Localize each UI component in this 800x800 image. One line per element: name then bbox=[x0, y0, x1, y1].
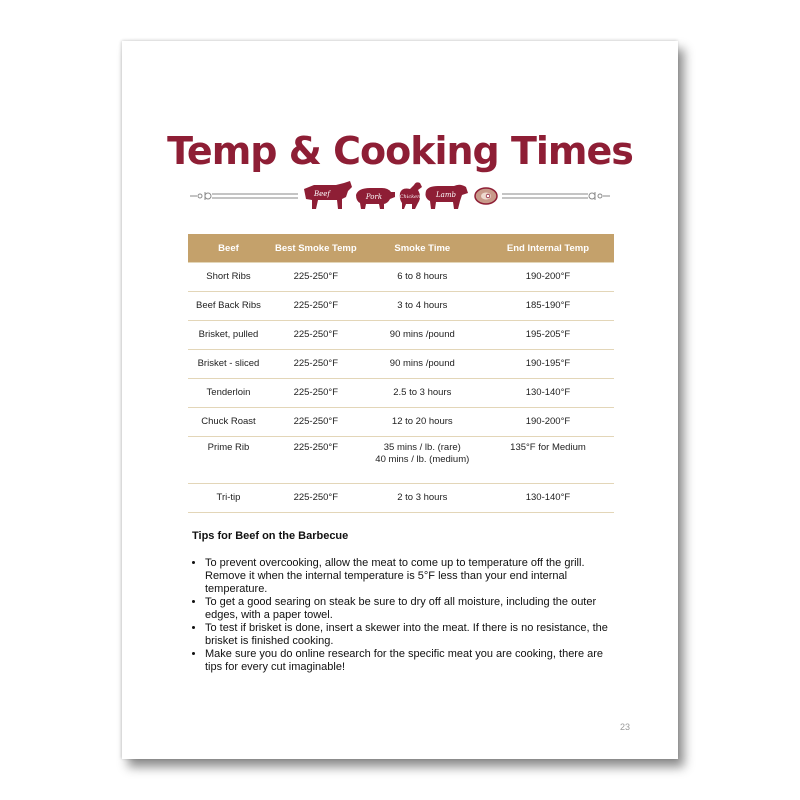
tips-list bbox=[192, 557, 615, 674]
document-page bbox=[122, 41, 678, 759]
internal-temp-cell: 190-200°F bbox=[482, 408, 614, 437]
internal-temp-cell: 195-205°F bbox=[482, 321, 614, 350]
column-header-smoke-time: Smoke Time bbox=[363, 234, 482, 263]
lamb-label: Lamb bbox=[436, 191, 456, 199]
smoke-temp-cell: 225-250°F bbox=[269, 263, 363, 292]
temperature-table bbox=[188, 234, 614, 513]
column-header-internal-temp: End Internal Temp bbox=[482, 234, 614, 263]
smoke-time-cell: 6 to 8 hours bbox=[363, 263, 482, 292]
cow-label: Beef bbox=[313, 190, 331, 198]
smoke-time-cell: 2.5 to 3 hours bbox=[363, 379, 482, 408]
cut-cell: Beef Back Ribs bbox=[188, 292, 269, 321]
list-item: • To get a good searing on steak be sure to dry off all moisture, including the outer edges, with a paper towel. bbox=[205, 596, 615, 622]
column-header-cut: Beef bbox=[188, 234, 269, 263]
left-decorative-rule bbox=[190, 192, 298, 200]
tips-heading: Tips for Beef on the Barbecue bbox=[192, 530, 349, 542]
list-item: • To test if brisket is done, insert a skewer into the meat. If there is no resistance, the brisket is finished cooking. bbox=[205, 622, 615, 648]
page-number: 23 bbox=[620, 722, 631, 732]
cut-cell: Prime Rib bbox=[188, 437, 269, 484]
smoke-temp-cell: 225-250°F bbox=[269, 321, 363, 350]
table-row bbox=[188, 292, 614, 321]
table-row bbox=[188, 408, 614, 437]
smoke-time-line-1: 35 mins / lb. (rare) bbox=[383, 442, 461, 453]
table-row bbox=[188, 484, 614, 513]
smoke-temp-cell: 225-250°F bbox=[269, 379, 363, 408]
cut-cell: Short Ribs bbox=[188, 263, 269, 292]
smoke-time-cell: 90 mins /pound bbox=[363, 321, 482, 350]
ham-steak-icon bbox=[475, 188, 497, 204]
page-title: Temp & Cooking Times bbox=[167, 129, 633, 173]
right-decorative-rule bbox=[502, 192, 610, 200]
table-row bbox=[188, 437, 614, 484]
cut-cell: Brisket - sliced bbox=[188, 350, 269, 379]
smoke-temp-cell: 225-250°F bbox=[269, 437, 363, 484]
cow-icon bbox=[304, 181, 352, 209]
smoke-temp-cell: 225-250°F bbox=[269, 350, 363, 379]
internal-temp-cell: 190-200°F bbox=[482, 263, 614, 292]
cut-cell: Brisket, pulled bbox=[188, 321, 269, 350]
smoke-time-cell: 12 to 20 hours bbox=[363, 408, 482, 437]
list-item: • Make sure you do online research for the specific meat you are cooking, there are tips for every cut imaginable! bbox=[205, 648, 615, 674]
smoke-temp-cell: 225-250°F bbox=[269, 408, 363, 437]
table-row bbox=[188, 263, 614, 292]
internal-temp-cell: 130-140°F bbox=[482, 484, 614, 513]
chicken-icon bbox=[400, 182, 422, 209]
pig-label: Pork bbox=[365, 193, 383, 201]
table-row bbox=[188, 350, 614, 379]
internal-temp-cell: 190-195°F bbox=[482, 350, 614, 379]
smoke-temp-cell: 225-250°F bbox=[269, 484, 363, 513]
table-row bbox=[188, 321, 614, 350]
internal-temp-cell: 130-140°F bbox=[482, 379, 614, 408]
smoke-time-cell bbox=[363, 437, 482, 484]
meat-banner bbox=[188, 175, 612, 219]
table-header-row bbox=[188, 234, 614, 263]
smoke-time-line-2: 40 mins / lb. (medium) bbox=[375, 454, 470, 465]
internal-temp-cell: 135°F for Medium bbox=[482, 437, 614, 484]
chicken-label: Chicken bbox=[399, 194, 421, 200]
smoke-temp-cell: 225-250°F bbox=[269, 292, 363, 321]
internal-temp-cell: 185-190°F bbox=[482, 292, 614, 321]
pig-icon bbox=[356, 188, 395, 209]
column-header-smoke-temp: Best Smoke Temp bbox=[269, 234, 363, 263]
table-row bbox=[188, 379, 614, 408]
cut-cell: Tenderloin bbox=[188, 379, 269, 408]
lamb-icon bbox=[426, 185, 469, 209]
cut-cell: Tri-tip bbox=[188, 484, 269, 513]
cut-cell: Chuck Roast bbox=[188, 408, 269, 437]
smoke-time-cell: 3 to 4 hours bbox=[363, 292, 482, 321]
smoke-time-cell: 2 to 3 hours bbox=[363, 484, 482, 513]
smoke-time-cell: 90 mins /pound bbox=[363, 350, 482, 379]
list-item: • To prevent overcooking, allow the meat to come up to temperature off the grill. Remove it when the internal temperature is 5°F less than your end internal temperature. bbox=[205, 557, 615, 596]
